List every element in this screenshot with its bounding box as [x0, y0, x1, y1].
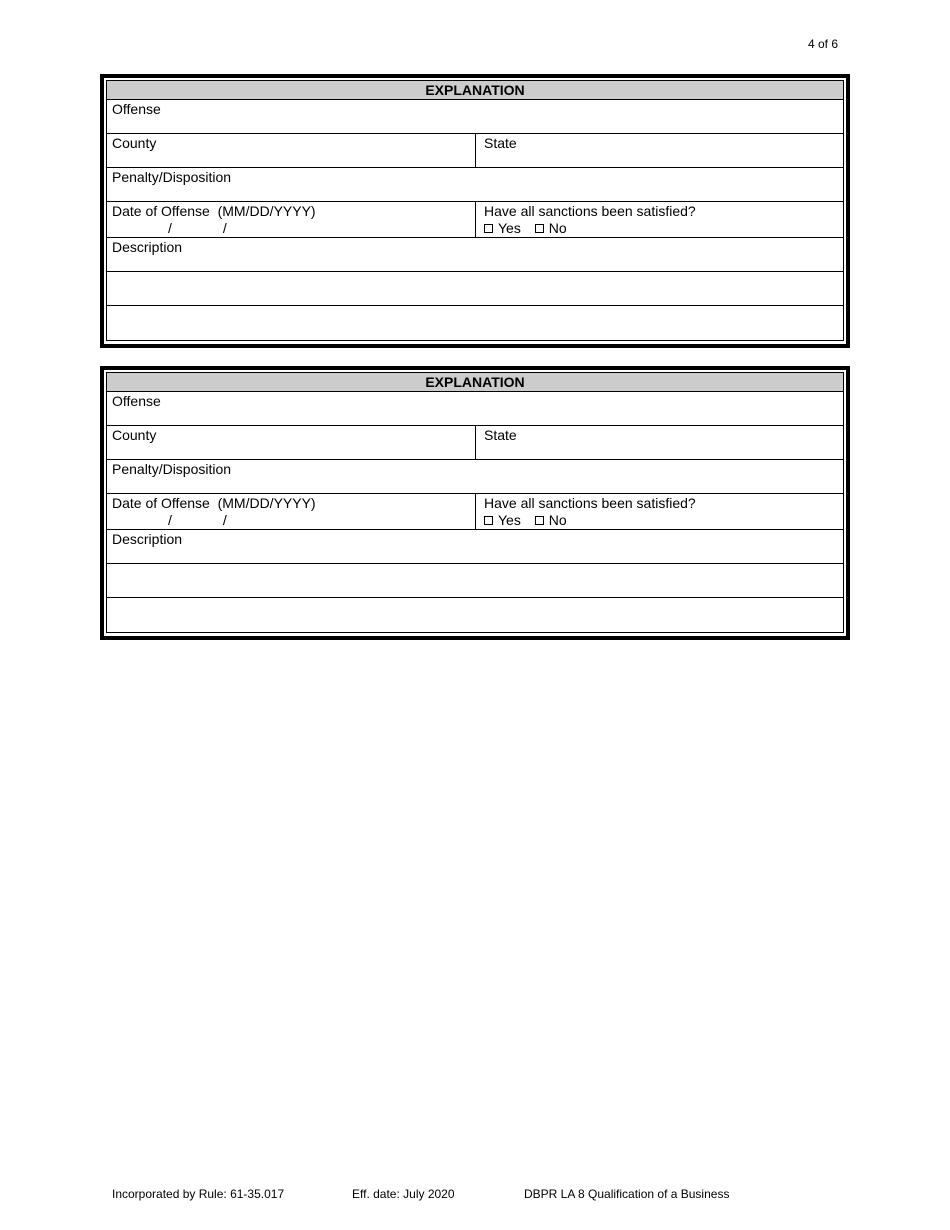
description-line-3[interactable] [107, 306, 843, 340]
penalty-row[interactable] [107, 460, 843, 494]
sanctions-options [484, 220, 838, 237]
description-blank [107, 272, 843, 305]
page-number: 4 of 6 [808, 37, 839, 51]
footer-form-name: DBPR LA 8 Qualification of a Business [524, 1187, 730, 1201]
date-separators [112, 220, 470, 237]
state-field[interactable] [476, 426, 843, 459]
county-state-row [107, 134, 843, 168]
explanation-form-1 [100, 74, 850, 348]
offense-label: Offense [112, 101, 161, 117]
yes-option[interactable] [484, 220, 521, 237]
sanctions-options [484, 512, 838, 529]
no-checkbox-icon[interactable] [535, 224, 544, 233]
no-option[interactable] [535, 512, 567, 529]
yes-checkbox-icon[interactable] [484, 224, 493, 233]
no-label: No [548, 220, 567, 236]
date-of-offense-label: Date of Offense (MM/DD/YYYY) [112, 203, 316, 219]
description-row[interactable] [107, 238, 843, 272]
sanctions-question: Have all sanctions been satisfied? [484, 203, 696, 219]
description-line-2[interactable] [107, 272, 843, 306]
date-of-offense-label: Date of Offense (MM/DD/YYYY) [112, 495, 316, 511]
footer-eff-date: Eff. date: July 2020 [352, 1187, 455, 1201]
yes-checkbox-icon[interactable] [484, 516, 493, 525]
county-label: County [112, 427, 157, 443]
county-label: County [112, 135, 157, 151]
offense-label: Offense [112, 393, 161, 409]
sanctions-question: Have all sanctions been satisfied? [484, 495, 696, 511]
description-label: Description [112, 531, 183, 547]
form-header: EXPLANATION [107, 81, 843, 100]
date-of-offense-field[interactable] [107, 202, 476, 237]
penalty-label: Penalty/Disposition [112, 461, 232, 477]
description-blank [107, 306, 843, 340]
county-state-row [107, 426, 843, 460]
date-sanctions-row [107, 202, 843, 238]
state-label: State [484, 427, 517, 443]
sanctions-field [476, 494, 843, 529]
description-line-3[interactable] [107, 598, 843, 632]
yes-label: Yes [498, 512, 521, 528]
description-row[interactable] [107, 530, 843, 564]
offense-row[interactable] [107, 392, 843, 426]
no-label: No [548, 512, 567, 528]
offense-row[interactable] [107, 100, 843, 134]
county-field[interactable] [107, 426, 476, 459]
date-separator-1: / [168, 512, 172, 528]
no-checkbox-icon[interactable] [535, 516, 544, 525]
explanation-form-2 [100, 366, 850, 640]
description-label: Description [112, 239, 183, 255]
penalty-row[interactable] [107, 168, 843, 202]
date-separator-2: / [222, 512, 227, 528]
penalty-label: Penalty/Disposition [112, 169, 232, 185]
state-field[interactable] [476, 134, 843, 167]
date-separator-2: / [222, 220, 227, 236]
yes-option[interactable] [484, 512, 521, 529]
date-of-offense-field[interactable] [107, 494, 476, 529]
footer-rule: Incorporated by Rule: 61-35.017 [112, 1187, 285, 1201]
yes-label: Yes [498, 220, 521, 236]
form-header: EXPLANATION [107, 373, 843, 392]
description-line-2[interactable] [107, 564, 843, 598]
date-separator-1: / [168, 220, 172, 236]
description-blank [107, 564, 843, 597]
state-label: State [484, 135, 517, 151]
sanctions-field [476, 202, 843, 237]
description-blank [107, 598, 843, 632]
date-separators [112, 512, 470, 529]
county-field[interactable] [107, 134, 476, 167]
no-option[interactable] [535, 220, 567, 237]
date-sanctions-row [107, 494, 843, 530]
